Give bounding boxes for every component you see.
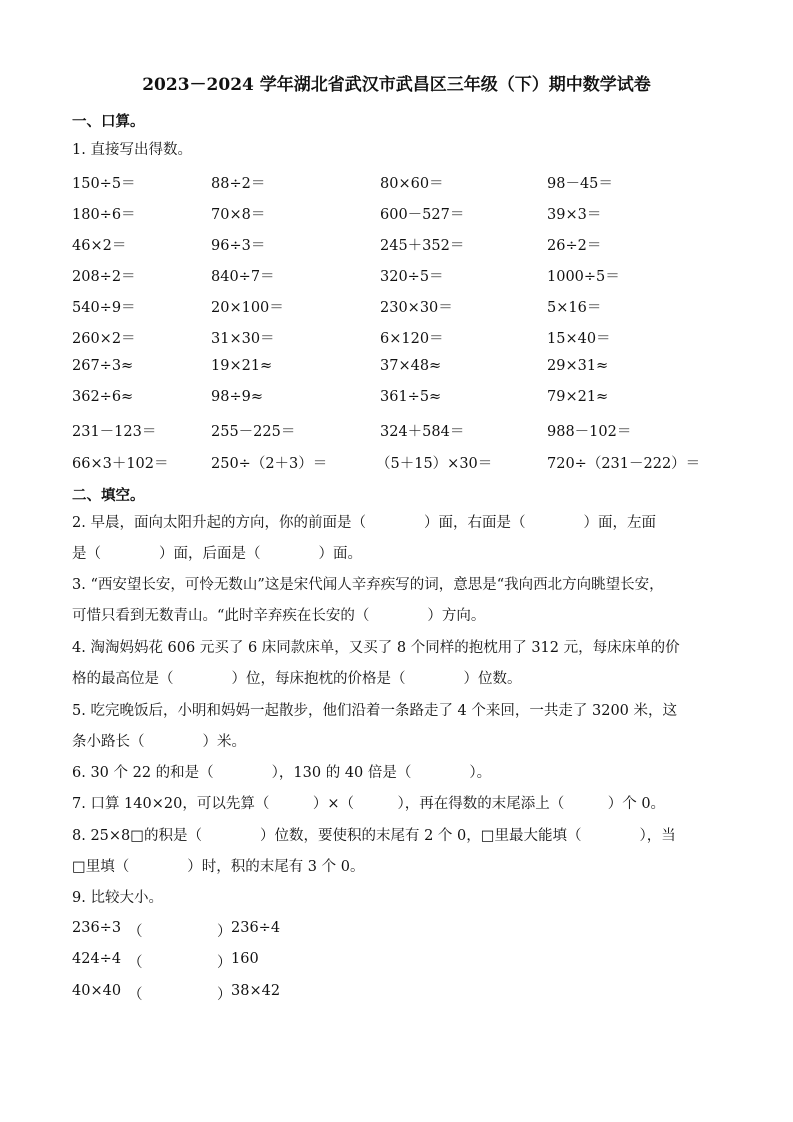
- math-item: 600－527＝: [380, 207, 465, 223]
- math-item: 840÷7＝: [211, 269, 275, 285]
- math-item: 70×8＝: [211, 207, 266, 223]
- math-item: 208÷2＝: [72, 269, 136, 285]
- question-8-line-1: 8. 25×8□的积是（ ）位数，要使积的末尾有 2 个 0，□里最大能填（ ），当: [72, 828, 676, 844]
- math-item: 15×40＝: [547, 331, 611, 347]
- question-7-line-1: 7. 口算 140×20，可以先算（ ）×（ ），再在得数的末尾添上（ ）个 0。: [72, 796, 666, 812]
- math-item: 98－45＝: [547, 176, 613, 192]
- question-6-line-1: 6. 30 个 22 的和是（ ），130 的 40 倍是（ ）。: [72, 765, 492, 781]
- math-item: 260×2＝: [72, 331, 136, 347]
- question-5-line-1: 5. 吃完晚饭后，小明和妈妈一起散步，他们沿着一条路走了 4 个来回，一共走了 3200 米，这: [72, 703, 678, 719]
- math-item: 1000÷5＝: [547, 269, 620, 285]
- compare-blank-open: （: [128, 987, 143, 1003]
- question-2-line-2: 是（ ）面，后面是（ ）面。: [72, 546, 362, 562]
- math-item: 79×21≈: [547, 389, 609, 405]
- math-item: 180÷6＝: [72, 207, 136, 223]
- compare-rhs: 38×42: [231, 983, 281, 999]
- compare-lhs: 236÷3: [72, 920, 122, 936]
- compare-lhs: 40×40: [72, 983, 122, 999]
- question-8-line-2: □里填（ ）时，积的末尾有 3 个 0。: [72, 859, 365, 875]
- question-1-label: 1. 直接写出得数。: [72, 142, 192, 158]
- math-item: 88÷2＝: [211, 176, 266, 192]
- math-row: [0, 452, 793, 472]
- math-item: 31×30＝: [211, 331, 275, 347]
- math-item: 320÷5＝: [380, 269, 444, 285]
- compare-blank-open: （: [128, 955, 143, 971]
- math-item: 255－225＝: [211, 424, 296, 440]
- math-item: 29×31≈: [547, 358, 609, 374]
- math-row: [0, 296, 793, 316]
- math-row: [0, 389, 793, 409]
- math-item: 230×30＝: [380, 300, 453, 316]
- question-5-line-2: 条小路长（ ）米。: [72, 734, 246, 750]
- math-item: 362÷6≈: [72, 389, 134, 405]
- math-item: 231－123＝: [72, 424, 157, 440]
- math-item: 324＋584＝: [380, 424, 465, 440]
- math-item: 19×21≈: [211, 358, 273, 374]
- compare-rhs: 236÷4: [231, 920, 281, 936]
- compare-blank-close: ）: [217, 987, 232, 1003]
- math-item: 98÷9≈: [211, 389, 263, 405]
- math-item: 540÷9＝: [72, 300, 136, 316]
- question-4-line-2: 格的最高位是（ ）位，每床抱枕的价格是（ ）位数。: [72, 671, 522, 687]
- math-item: 245＋352＝: [380, 238, 465, 254]
- math-row: [0, 203, 793, 223]
- math-row: [0, 327, 793, 347]
- math-item: 150÷5＝: [72, 176, 136, 192]
- math-item: 96÷3＝: [211, 238, 266, 254]
- math-item: 66×3＋102＝: [72, 456, 169, 472]
- math-item: 46×2＝: [72, 238, 127, 254]
- math-item: 80×60＝: [380, 176, 444, 192]
- compare-rhs: 160: [231, 951, 259, 967]
- page-title: 2023－2024 学年湖北省武汉市武昌区三年级（下）期中数学试卷: [142, 75, 651, 95]
- math-item: 250÷（2＋3）＝: [211, 456, 328, 472]
- math-item: 37×48≈: [380, 358, 442, 374]
- math-row: [0, 358, 793, 378]
- math-item: 6×120＝: [380, 331, 444, 347]
- section-1-heading: 一、口算。: [72, 113, 145, 130]
- math-item: 5×16＝: [547, 300, 602, 316]
- math-item: 267÷3≈: [72, 358, 134, 374]
- math-item: 361÷5≈: [380, 389, 442, 405]
- math-item: 26÷2＝: [547, 238, 602, 254]
- math-item: 39×3＝: [547, 207, 602, 223]
- compare-blank-close: ）: [217, 924, 232, 940]
- math-row: [0, 234, 793, 254]
- math-row: [0, 265, 793, 285]
- math-row: [0, 420, 793, 440]
- math-item: 20×100＝: [211, 300, 284, 316]
- question-2-line-1: 2. 早晨，面向太阳升起的方向，你的前面是（ ）面，右面是（ ）面，左面: [72, 515, 656, 531]
- math-row: [0, 172, 793, 192]
- compare-blank-close: ）: [217, 955, 232, 971]
- question-9-label: 9. 比较大小。: [72, 890, 163, 906]
- math-item: 720÷（231－222）＝: [547, 456, 701, 472]
- question-4-line-1: 4. 淘淘妈妈花 606 元买了 6 床同款床单，又买了 8 个同样的抱枕用了 312 元，每床床单的价: [72, 640, 680, 656]
- math-item: 988－102＝: [547, 424, 632, 440]
- question-3-line-2: 可惜只看到无数青山。“此时辛弃疾在长安的（ ）方向。: [72, 608, 486, 624]
- section-2-heading: 二、填空。: [72, 487, 145, 504]
- compare-blank-open: （: [128, 924, 143, 940]
- math-item: （5＋15）×30＝: [376, 456, 493, 472]
- compare-lhs: 424÷4: [72, 951, 122, 967]
- question-3-line-1: 3. “西安望长安，可怜无数山”这是宋代闻人辛弃疾写的词，意思是“我向西北方向眺望长安，: [72, 577, 664, 593]
